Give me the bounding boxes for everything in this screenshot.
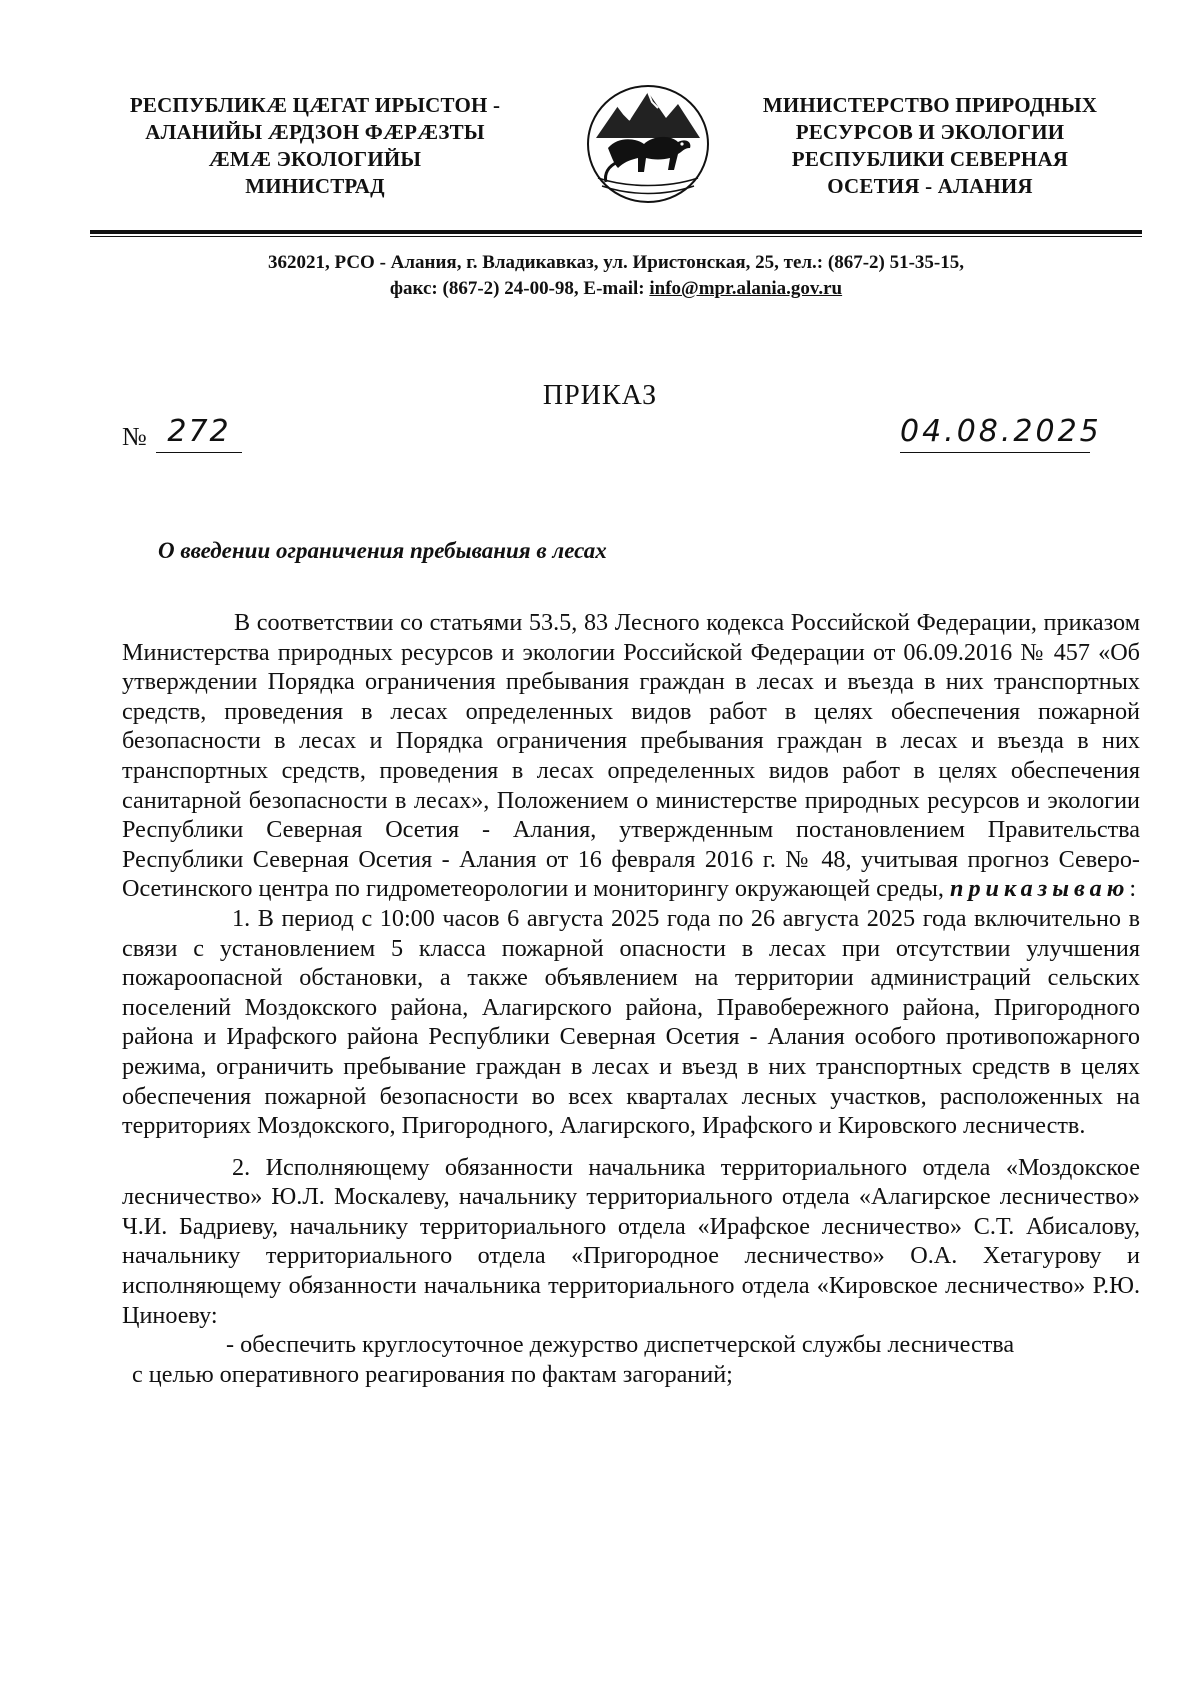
header-right-line: РЕСПУБЛИКИ СЕВЕРНАЯ — [791, 147, 1069, 171]
fax-text: факс: (867-2) 24-00-98, E-mail: — [389, 278, 650, 299]
header-left-line: ÆМÆ ЭКОЛОГИЙЫ — [208, 147, 422, 171]
header-left-line: АЛАНИЙЫ ÆРДЗОН ФÆРÆЗТЫ — [145, 120, 485, 144]
order-date-handwritten: 04.08.2025 — [900, 414, 1102, 449]
order-title: ПРИКАЗ — [542, 380, 658, 411]
order-subject: О введении ограничения пребывания в лесах — [158, 538, 607, 563]
order-keyword: приказываю — [950, 875, 1130, 903]
email-link[interactable]: info@mpr.alania.gov.ru — [649, 278, 843, 299]
order-body — [122, 608, 1140, 1389]
header-right-russian — [735, 92, 1125, 200]
header-left-ossetian — [105, 92, 525, 200]
bullet-1-line-2: с целью оперативного реагирования по фактам загораний; — [132, 1360, 733, 1388]
order-date-underline — [900, 452, 1090, 453]
contact-line — [90, 276, 1142, 301]
address-line: 362021, РСО - Алания, г. Владикавказ, ул. Иристонская, 25, тел.: (867-2) 51-35-15, — [267, 252, 964, 273]
header-divider-thick — [90, 230, 1142, 234]
header-right-line: МИНИСТЕРСТВО ПРИРОДНЫХ — [762, 93, 1098, 117]
preamble-colon: : — [1129, 875, 1137, 903]
order-number-underline — [156, 452, 242, 453]
bullet-1-line-1: - обеспечить круглосуточное дежурство диспетчерской службы лесничества — [226, 1331, 1015, 1359]
header-right-line: РЕСУРСОВ И ЭКОЛОГИИ — [795, 120, 1065, 144]
header-right-line: ОСЕТИЯ - АЛАНИЯ — [827, 174, 1033, 198]
coat-of-arms-emblem — [578, 78, 718, 208]
header-divider-thin — [90, 236, 1142, 237]
header-left-line: РЕСПУБЛИКÆ ЦÆГАТ ИРЫСТОН - — [129, 93, 501, 117]
preamble-paragraph — [122, 608, 1140, 904]
item-1-paragraph: 1. В период с 10:00 часов 6 августа 2025 года по 26 августа 2025 года включительно в связи с установлением 5 класса пожарной опасности в лесах при отсутствии улучшения пожароопасной обстановки, а также объявлением на территории администраций сельских поселений Моздокского района, Алагирского района, Правобережного района, Пригородного района и Ирафского района Республики Северная Осетия - Алания особого противопожарного режима, ограничить пребывание граждан в лесах и въезд в них транспортных средств в целях обеспечения пожарной безопасности во всех кварталах лесных участков, расположенных на территориях Моздокского, Пригородного, Алагирского, Ирафского и Кировского лесничеств. — [122, 904, 1140, 1140]
order-number-handwritten: 272 — [167, 414, 231, 449]
header-left-line: МИНИСТРАД — [245, 174, 385, 198]
order-number-label: № — [122, 422, 147, 451]
preamble-text: В соответствии со статьями 53.5, 83 Лесного кодекса Российской Федерации, приказом Министерства природных ресурсов и экологии Российской Федерации от 06.09.2016 № 457 «Об утверждении Порядка ограничения пребывания граждан в лесах и въезда в них транспортных средств, проведения в лесах определенных видов работ в целях обеспечения пожарной безопасности в лесах и Порядка ограничения пребывания граждан в лесах и въезда в них транспортных средств, проведения в лесах определенных видов работ в целях обеспечения санитарной безопасности в лесах», Положением о министерстве природных ресурсов и экологии Республики Северная Осетия - Алания, утвержденным постановлением Правительства Республики Северная Осетия - Алания от 16 февраля 2016 г. № 48, учитывая прогноз Северо-Осетинского центра по гидрометеорологии и мониторингу окружающей среды, — [122, 609, 1140, 903]
item-2-paragraph: 2. Исполняющему обязанности начальника территориального отдела «Моздокское лесничество» Ю.Л. Москалеву, начальнику территориального отдела «Алагирское лесничество» Ч.И. Бадриеву, начальнику территориального отдела «Ирафское лесничество» С.Т. Абисалову, начальнику территориального отдела «Пригородное лесничество» О.А. Хетагурову и исполняющему обязанности начальника территориального отдела «Кировское лесничество» Р.Ю. Циноеву: — [122, 1153, 1140, 1329]
